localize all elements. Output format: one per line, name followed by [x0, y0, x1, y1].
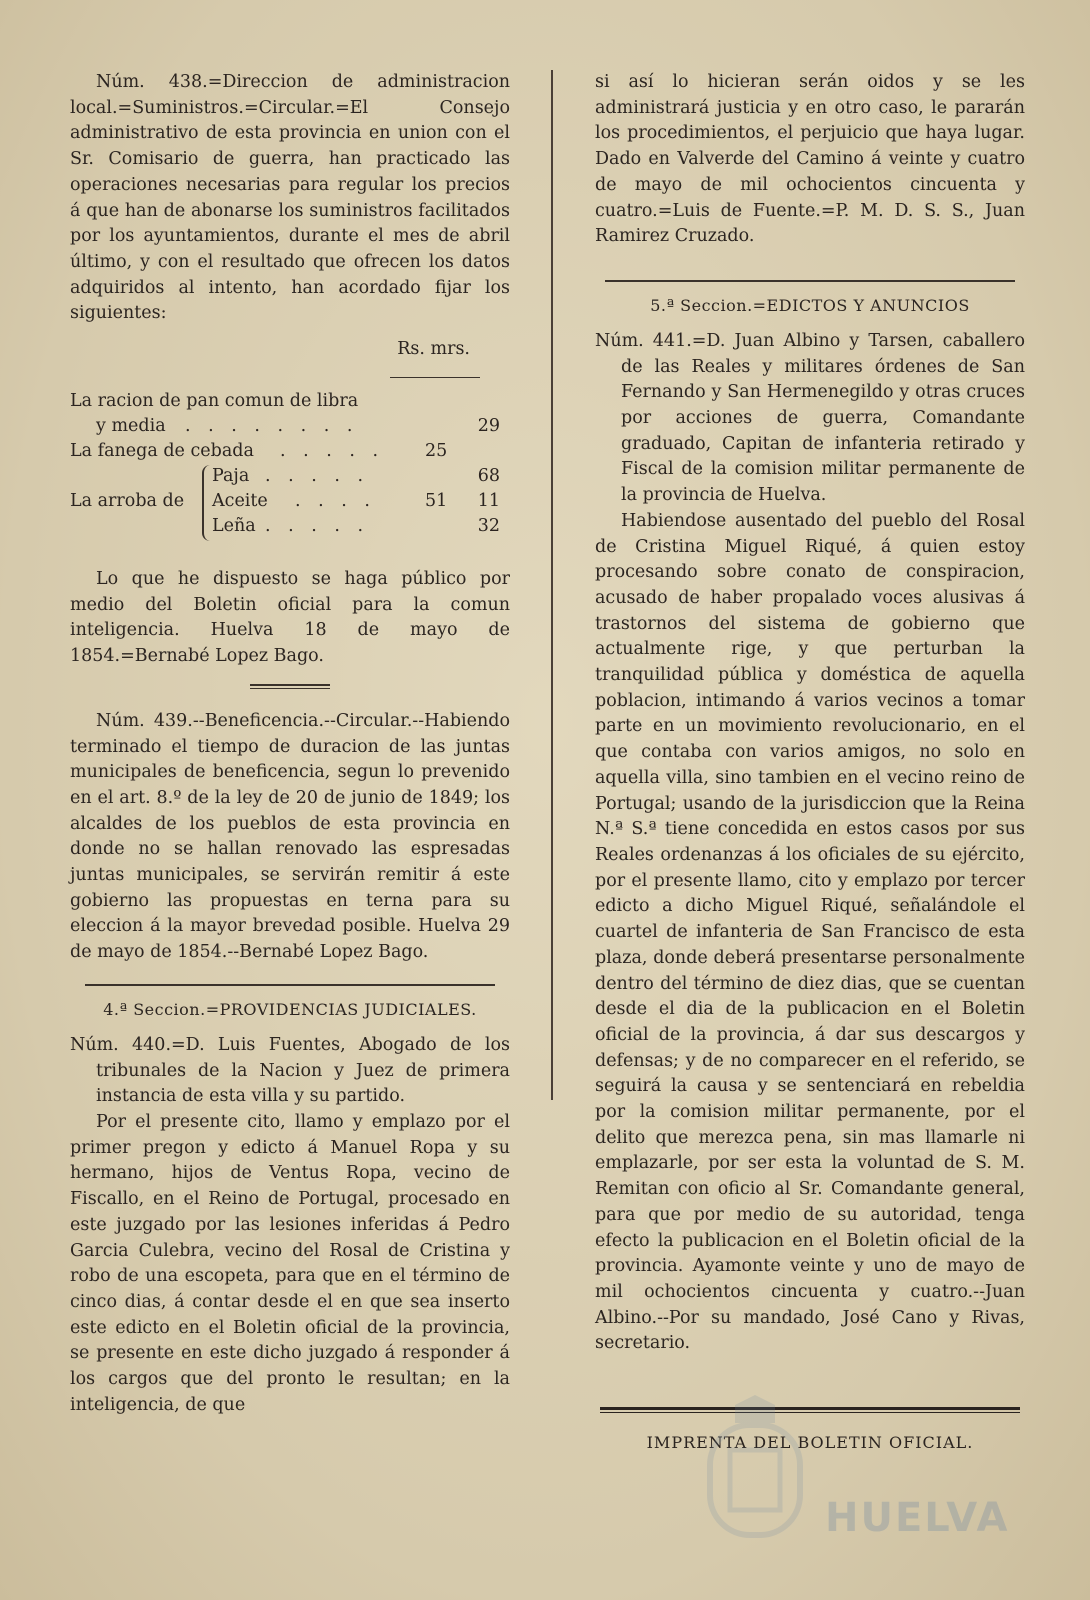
row-mrs: 68 — [477, 466, 500, 487]
announcement-441-body: Habiendose ausentado del pueblo del Rosal de Cristina Miguel Riqué, á quien estoy procesando sobre conato de conspiracion, acusado de haber propalado voces alusivas á trastornos del sistema de gobierno que actualmente rige, y que perturban la tranquilidad pública y doméstica de aquella poblacion, intimando á varios vecinos a tomar parte en un movimiento revolucionario, en el que contaba con varios amigos, no solo en aquella villa, sino tambien en el vecino reino de Portugal; usando de la jurisdiccion que la Reina N.ª S.ª tiene concedida en estos casos por sus Reales ordenanzas á los oficiales de su ejército, por el presente llamo, cito y emplazo por tercer edicto a dicho Miguel Riqué, señalándole el cuartel de infanteria de San Francisco de esta plaza, donde deberá presentarse personalmente dentro del término de diez dias, que se cuentan desde el dia de la publicacion en el Boletin oficial de la provincia, á dar sus descargos y defensas; y de no comparecer en el referido, se seguirá la causa y se sentenciará en rebeldia por la comision militar permanente, por el delito que merezca pena, sin mas llamarle ni emplazarle, por ser esta la voluntad de S. M. Remitan con oficio al Sr. Comandante general, para que por medio de su autoridad, tenga efecto la publicacion en el Boletin oficial de la provincia. Ayamonte veinte y uno de mayo de mil ochocientos cincuenta y cuatro.--Juan Albino.--Por su mandado, José Cano y Rivas, secretario. — [595, 510, 1025, 1354]
leader-dots: . . . . . . . . — [185, 416, 359, 437]
archive-watermark-text: HUELVA — [825, 1495, 1010, 1541]
price-table-header: Rs. mrs. — [397, 339, 470, 360]
arroba-label: La arroba de — [70, 491, 185, 512]
separator — [250, 684, 330, 689]
left-column — [70, 70, 510, 1428]
separator — [605, 280, 1015, 282]
column-divider — [551, 70, 553, 1100]
row-mrs: 11 — [477, 491, 500, 512]
table-row — [70, 439, 510, 464]
announcement-441-heading: Núm. 441.=D. Juan Albino y Tarsen, caballero de las Reales y militares órdenes de San Fernando y San Hermenegildo y otras cruces por acciones de guerra, Comandante graduado, Capitan de infanteria retirado y Fiscal de la comision militar permanente de la provincia de Huelva. — [595, 330, 1025, 506]
price-table — [70, 337, 510, 567]
right-column — [595, 70, 1025, 1452]
leader-dots: . . . . . — [265, 516, 370, 537]
leader-dots: . . . . — [295, 491, 376, 512]
table-row — [70, 464, 510, 489]
row-mrs: 32 — [477, 516, 500, 537]
announcement-439: Núm. 439.--Beneficencia.--Circular.--Habiendo terminado el tiempo de duracion de las juntas municipales de beneficencia, segun lo prevenido en el art. 8.º de la ley de 20 de junio de 1849; los alcaldes de los pueblos de esta provincia en donde no se hallan renovado las espresadas juntas municipales, se servirán remitir á este gobierno las propuestas en terna para su eleccion á la mayor brevedad posible. Huelva 29 de mayo de 1854.--Bernabé Lopez Bago. — [70, 710, 510, 963]
leader-dots: . . . . . — [280, 441, 385, 462]
table-row — [70, 389, 510, 414]
announcement-440-heading: Núm. 440.=D. Luis Fuentes, Abogado de los tribunales de la Nacion y Juez de primera instancia de esta villa y su partido. — [70, 1034, 510, 1107]
leader-dots: . . . . . — [265, 466, 370, 487]
announcement-438: Núm. 438.=Direccion de administracion local.=Suministros.=Circular.=El Consejo administrativo de esta provincia en union con el Sr. Comisario de guerra, han practicado las operaciones necesarias para regular los precios á que han de abonarse los suministros facilitados por los ayuntamientos, durante el mes de abril último, y con el resultado que ofrecen los datos adquiridos al intento, han acordado fijar los siguientes: — [70, 72, 510, 324]
row-label: Aceite — [212, 491, 268, 512]
section-5-heading: 5.ª Seccion.=EDICTOS Y ANUNCIOS — [650, 295, 970, 315]
row-label: La racion de pan comun de libra — [70, 391, 359, 412]
row-rs: 25 — [425, 441, 448, 462]
price-table-header-rule — [390, 377, 480, 378]
table-row — [70, 489, 510, 514]
row-mrs: 29 — [477, 416, 500, 437]
separator — [85, 984, 495, 986]
row-label: La fanega de cebada — [70, 441, 254, 462]
section-4-heading: 4.ª Seccion.=PROVIDENCIAS JUDICIALES. — [103, 999, 477, 1019]
separator — [600, 1407, 1020, 1413]
announcement-440-body: Por el presente cito, llamo y emplazo por el primer pregon y edicto á Manuel Ropa y su hermano, hijos de Ventus Ropa, vecino de Fiscallo, en el Reino de Portugal, procesado en este juzgado por las lesiones inferidas á Pedro Garcia Culebra, vecino del Rosal de Cristina y robo de una escopeta, para que en el término de cinco dias, á contar desde el en que sea inserto este edicto en el Boletin oficial de la provincia, se presente en este dicho juzgado á responder á los cargos que del pronto le resultan; en la inteligencia, de que — [70, 1111, 510, 1415]
announcement-440-continuation: si así lo hicieran serán oidos y se les administrará justicia y en otro caso, le pararán los procedimientos, el perjuicio que haya lugar. Dado en Valverde del Camino á veinte y cuatro de mayo de mil ochocientos cincuenta y cuatro.=Luis de Fuente.=P. M. D. S. S., Juan Ramirez Cruzado. — [595, 72, 1025, 247]
table-row — [70, 414, 510, 439]
table-row — [70, 514, 510, 539]
printer-imprint: IMPRENTA DEL BOLETIN OFICIAL. — [646, 1433, 974, 1453]
row-label: Paja — [212, 466, 250, 487]
announcement-438-closing: Lo que he dispuesto se haga público por medio del Boletin oficial para la comun inteligencia. Huelva 18 de mayo de 1854.=Bernabé Lopez Bago. — [70, 569, 510, 667]
row-label: y media — [96, 416, 166, 437]
archive-seal-watermark — [700, 1395, 810, 1545]
row-label: Leña — [212, 516, 256, 537]
row-rs: 51 — [425, 491, 448, 512]
